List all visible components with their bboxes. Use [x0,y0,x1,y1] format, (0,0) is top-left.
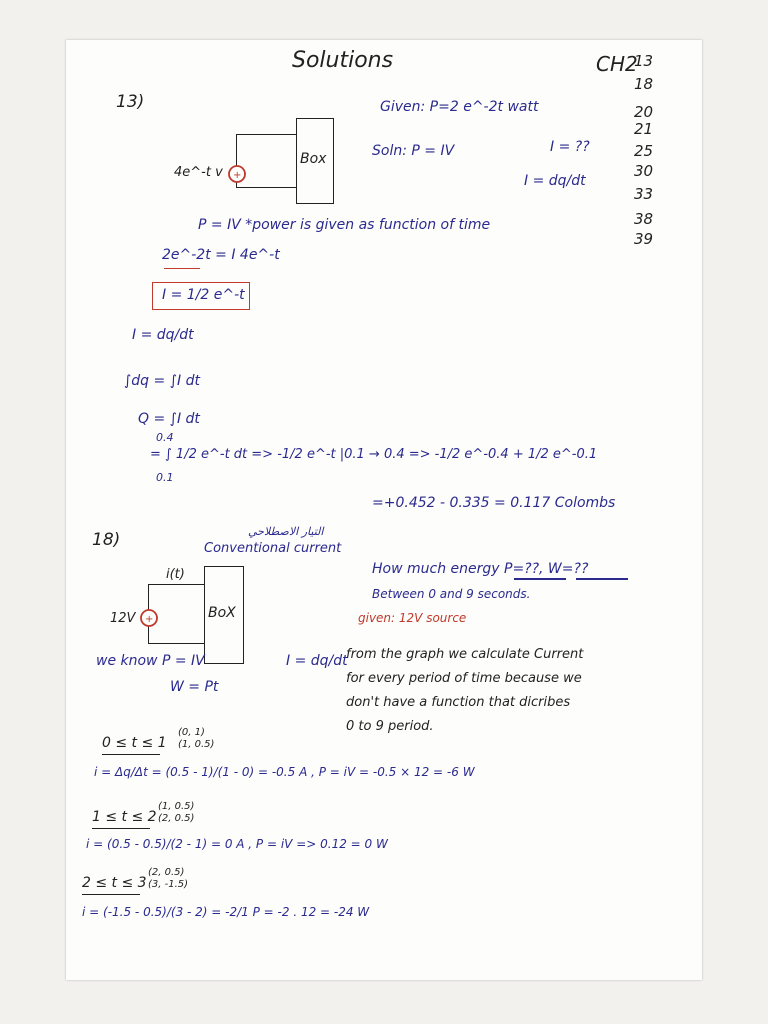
p13-i-dq: I = dq/dt [132,327,194,343]
voltage-source-symbol [139,608,159,628]
chapter-label: CH2 [596,52,638,76]
p18-between: Between 0 and 9 seconds. [372,587,531,601]
p13-int2: Q = ∫I dt [138,411,200,427]
p18-i-def: I = dq/dt [286,653,348,669]
p18-conventional-current: Conventional current [204,541,342,556]
p13-power-note: P = IV *power is given as function of time [198,217,491,233]
explanation-line: 0 to 9 period. [346,719,434,734]
interval-range: 2 ≤ t ≤ 3 [82,875,147,891]
p13-i-def: I = dq/dt [524,173,586,189]
interval-range: 0 ≤ t ≤ 1 [102,735,167,751]
p13-boxed-text: I = 1/2 e^-t [162,287,245,303]
problem-number: 20 [634,103,654,121]
p18-arabic-note: التيار الاصطلاحي [248,525,324,538]
p18-box-label: BoX [208,605,236,621]
interval-calc: i = (0.5 - 0.5)/(2 - 1) = 0 A , P = iV => 0.12 = 0 W [86,837,388,851]
p13-box-label: Box [300,151,327,167]
problem-number: 13 [634,52,654,70]
explanation-line: don't have a function that dicribes [346,695,571,710]
p13-given: Given: P=2 e^-2t watt [380,99,539,115]
p13-i-unknown: I = ?? [550,139,590,155]
explanation-line: for every period of time because we [346,671,582,686]
range-underline [102,754,160,755]
p13-int1: ∫dq = ∫I dt [124,373,200,389]
question-underline [576,578,628,580]
p13-lim-low: 0.1 [156,471,174,484]
problem-number: 30 [634,162,654,180]
problem-18-number: 18) [92,530,121,550]
interval-calc: i = Δq/Δt = (0.5 - 1)/(1 - 0) = -0.5 A , P = iV = -0.5 × 12 = -6 W [94,765,475,779]
p13-eq1: 2e^-2t = I 4e^-t [162,247,280,263]
svg-text:+: + [145,614,154,625]
interval-point: (2, 0.5) [148,867,185,878]
p18-given: given: 12V source [358,611,467,625]
p18-interval [78,802,678,862]
p13-int3: = ∫ 1/2 e^-t dt => -1/2 e^-t |0.1 → 0.4 => -1/2 e^-0.4 + 1/2 e^-0.1 [150,447,598,462]
p18-we-know: we know P = IV [96,653,205,669]
p18-circuit [110,566,280,666]
problem-number: 33 [634,185,654,203]
problem-13-number: 13) [116,92,145,112]
problem-number: 18 [634,75,654,93]
red-underline [164,268,200,269]
question-underline [514,578,566,580]
p13-result: =+0.452 - 0.335 = 0.117 Colombs [372,495,616,511]
interval-point: (1, 0.5) [178,739,215,750]
p13-soln: Soln: P = IV [372,143,455,159]
interval-point: (1, 0.5) [158,801,195,812]
interval-point: (3, -1.5) [148,879,189,890]
voltage-source-symbol [227,164,247,184]
explanation-line: from the graph we calculate Current [346,647,584,662]
p18-question: How much energy P=??, W=?? [372,561,589,577]
p13-circuit [174,118,346,198]
range-underline [82,894,140,895]
svg-text:+: + [233,170,242,181]
p13-lim-high: 0.4 [156,431,174,444]
interval-point: (0, 1) [178,727,205,738]
p18-current-label: i(t) [166,567,185,582]
p18-interval [78,728,678,788]
problem-number: 25 [634,142,654,160]
problem-number: 38 [634,210,654,228]
p18-w-def: W = Pt [170,679,219,695]
p13-source-label: 4e^-t v [174,165,223,180]
p18-interval [78,868,678,928]
p18-source-label: 12V [110,611,136,626]
interval-range: 1 ≤ t ≤ 2 [92,809,157,825]
problem-number: 39 [634,230,654,248]
interval-point: (2, 0.5) [158,813,195,824]
notebook-page [66,40,702,980]
interval-calc: i = (-1.5 - 0.5)/(3 - 2) = -2/1 P = -2 . 12 = -24 W [82,905,370,919]
range-underline [92,828,150,829]
problem-number: 21 [634,120,654,138]
page-title: Solutions [292,48,394,73]
